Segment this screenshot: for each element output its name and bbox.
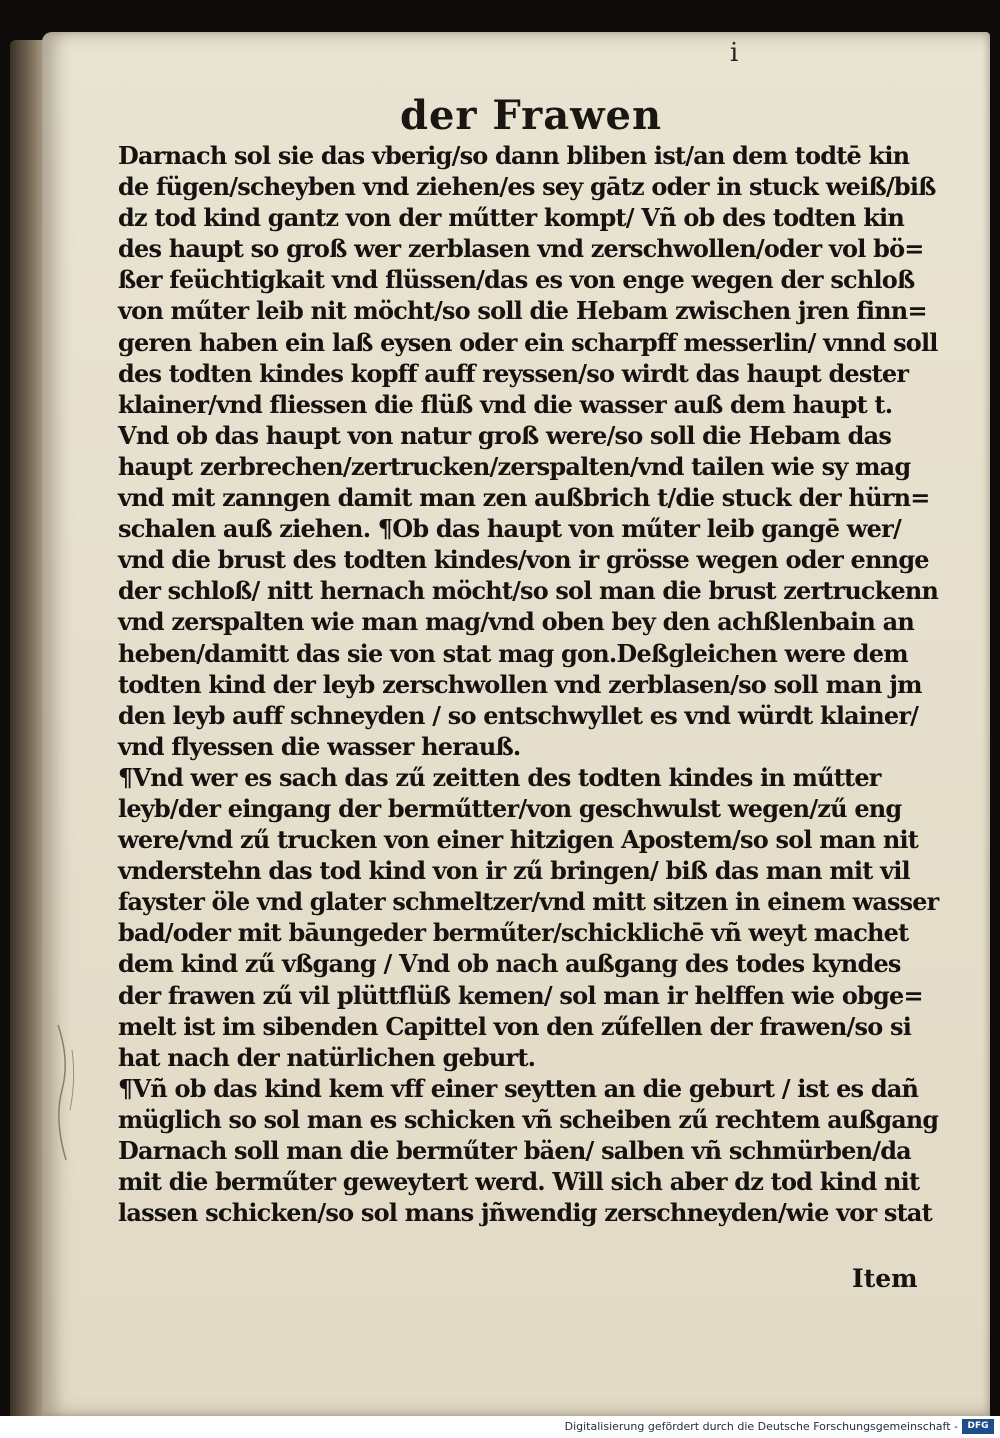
funding-notice: Digitalisierung gefördert durch die Deutsche Forschungsgemeinschaft - bbox=[564, 1420, 958, 1433]
text-line: vnderstehn das tod kind von ir zű bringen/ biß das man mit vil bbox=[118, 856, 910, 886]
text-line: Vnd ob das haupt von natur groß were/so soll die Hebam das bbox=[118, 420, 892, 450]
text-line: ¶Vñ ob das kind kem vff einer seytten an die geburt / ist es dañ bbox=[118, 1073, 919, 1103]
text-line: ßer feüchtigkait vnd flüssen/das es von enge wegen der schloß bbox=[118, 265, 915, 295]
margin-pencil-mark bbox=[50, 1020, 80, 1170]
text-line: todten kind der leyb zerschwollen vnd zerblasen/so soll man jm bbox=[118, 669, 922, 699]
text-line: des todten kindes kopff auff reyssen/so wirdt das haupt dester bbox=[118, 358, 909, 388]
text-line: müglich so sol man es schicken vñ scheiben zű rechtem außgang bbox=[118, 1104, 939, 1134]
running-head: der Frawen bbox=[400, 92, 663, 139]
text-line: Darnach soll man die berműter bäen/ salben vñ schmürben/da bbox=[118, 1136, 911, 1165]
catchword: Item bbox=[852, 1264, 918, 1293]
text-line: mit die berműter geweytert werd. Will sich aber dz tod kind nit bbox=[118, 1167, 920, 1197]
text-line: der schloß/ nitt hernach möcht/so sol man die brust zertruckenn bbox=[118, 576, 939, 606]
text-line: heben/damitt das sie von stat mag gon.Deßgleichen were dem bbox=[118, 638, 908, 668]
text-line: dem kind zű vßgang / Vnd ob nach außgang des todes kyndes bbox=[118, 949, 901, 979]
text-line: der frawen zű vil plüttflüß kemen/ sol man ir helffen wie obge= bbox=[118, 980, 923, 1010]
text-line: vnd flyessen die wasser herauß. bbox=[118, 731, 521, 761]
text-line: vnd mit zanngen damit man zen außbrich t/die stuck der hürn= bbox=[118, 483, 930, 513]
text-line: Darnach sol sie das vberig/so dann bliben ist/an dem todtē kin bbox=[118, 141, 910, 170]
text-line: fayster öle vnd glater schmeltzer/vnd mitt sitzen in einem wasser bbox=[118, 887, 939, 917]
text-line: schalen auß ziehen. ¶Ob das haupt von műter leib gangē wer/ bbox=[118, 514, 901, 544]
text-line: hat nach der natürlichen geburt. bbox=[118, 1042, 536, 1072]
text-line: were/vnd zű trucken von einer hitzigen Apostem/so sol man nit bbox=[118, 825, 919, 855]
text-line: leyb/der eingang der berműtter/von geschwulst wegen/zű eng bbox=[118, 793, 902, 823]
text-line: klainer/vnd fliessen die flüß vnd die wasser auß dem haupt t. bbox=[118, 389, 893, 419]
text-line: de fügen/scheyben vnd ziehen/es sey gātz oder in stuck weiß/biß bbox=[118, 172, 936, 202]
text-line: den leyb auff schneyden / so entschwyllet es vnd würdt klainer/ bbox=[118, 700, 919, 730]
folio-mark: i bbox=[730, 38, 739, 68]
footer-bar bbox=[0, 1416, 1000, 1438]
text-line: lassen schicken/so sol mans jñwendig zerschneyden/wie vor stat bbox=[118, 1198, 932, 1228]
text-line: ¶Vnd wer es sach das zű zeitten des todten kindes in műtter bbox=[118, 762, 881, 792]
text-block bbox=[118, 140, 938, 1228]
text-line: melt ist im sibenden Capittel von den zűfellen der frawen/so si bbox=[118, 1011, 912, 1041]
text-line: von műter leib nit möcht/so soll die Hebam zwischen jren finn= bbox=[118, 296, 927, 326]
text-line: vnd die brust des todten kindes/von ir grösse wegen oder ennge bbox=[118, 545, 929, 575]
text-line: haupt zerbrechen/zertrucken/zerspalten/vnd tailen wie sy mag bbox=[118, 451, 911, 481]
text-line: dz tod kind gantz von der műtter kompt/ Vñ ob des todten kin bbox=[118, 203, 905, 233]
text-line: vnd zerspalten wie man mag/vnd oben bey den achßlenbain an bbox=[118, 607, 914, 637]
dfg-logo: DFG bbox=[962, 1419, 994, 1434]
text-line: des haupt so groß wer zerblasen vnd zerschwollen/oder vol bö= bbox=[118, 234, 924, 264]
text-line: geren haben ein laß eysen oder ein scharpff messerlin/ vnnd soll bbox=[118, 327, 938, 357]
text-line: bad/oder mit bāungeder berműter/schicklichē vñ weyt machet bbox=[118, 918, 909, 948]
